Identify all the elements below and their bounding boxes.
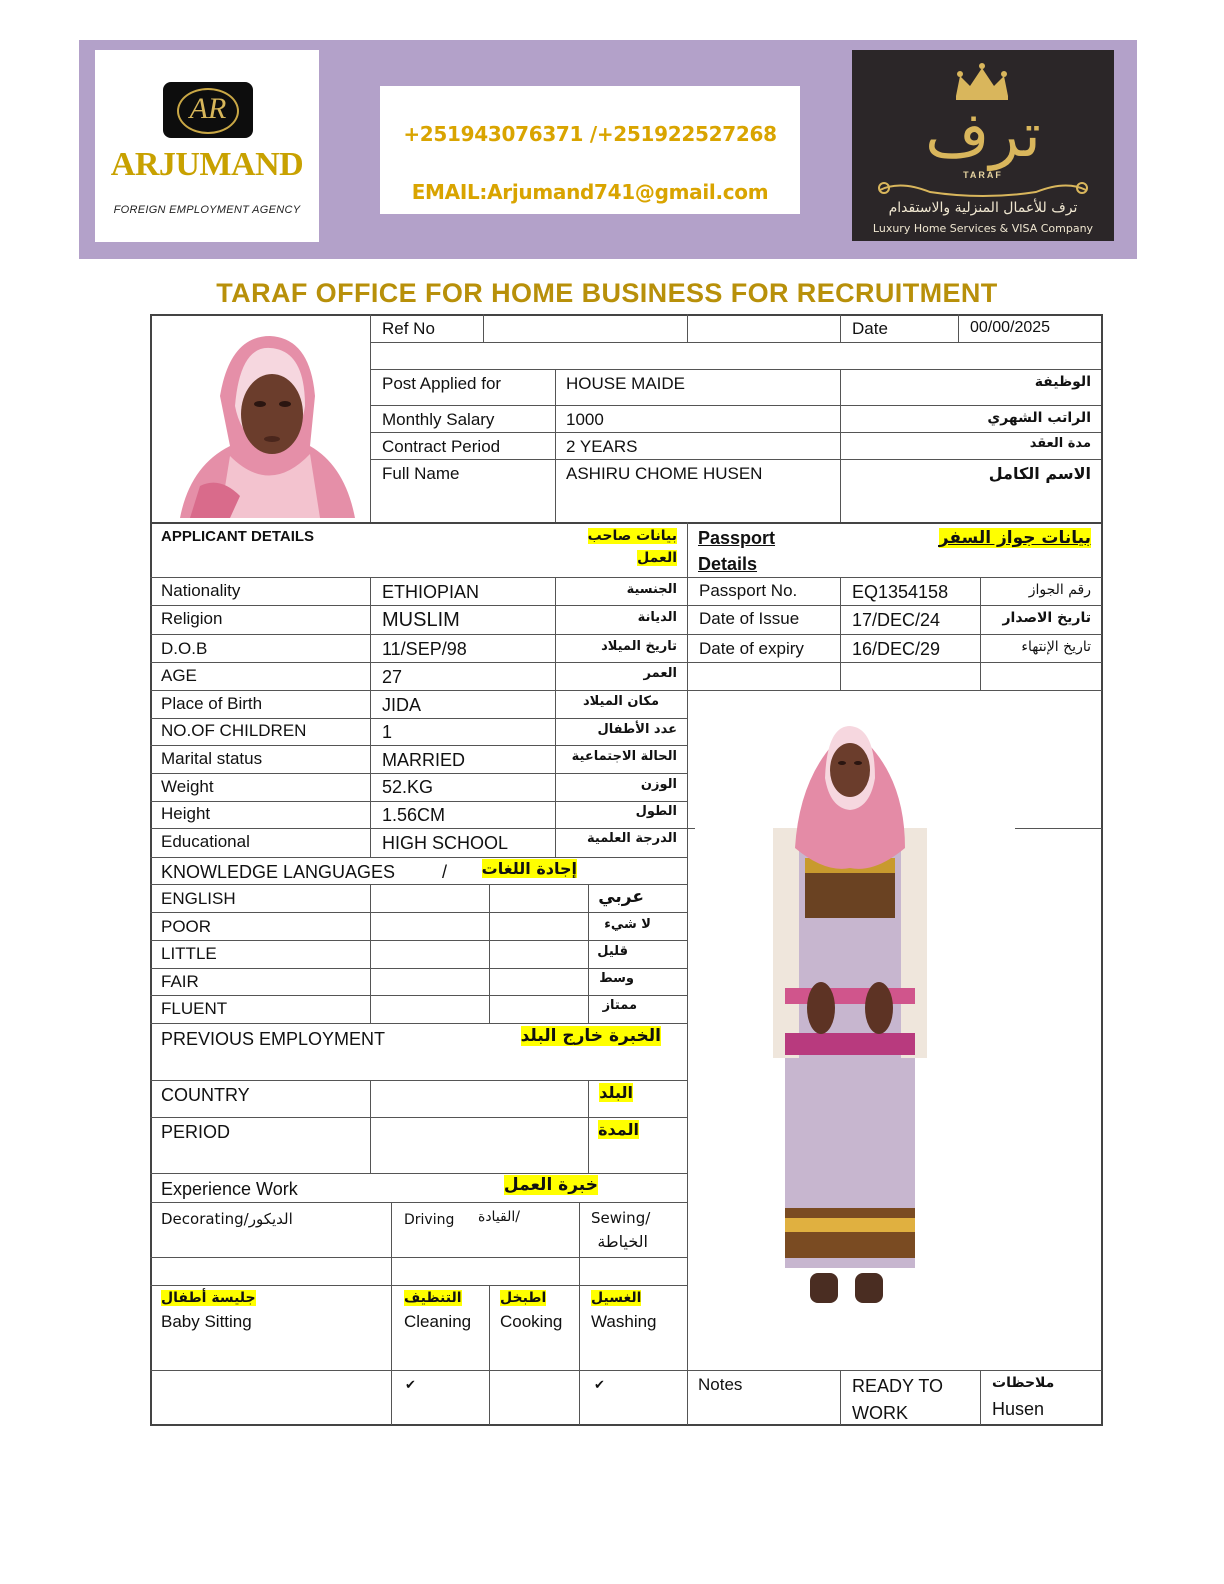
religion-value: MUSLIM [382, 609, 460, 631]
previous-employment-heading: PREVIOUS EMPLOYMENT [161, 1029, 386, 1049]
salary-label: Monthly Salary [382, 410, 495, 429]
language-arabic: عربي [598, 887, 644, 907]
weight-label: Weight [161, 777, 214, 796]
notes-name: Husen [992, 1399, 1045, 1419]
contact-box [380, 86, 800, 214]
issue-date-value: 17/DEC/24 [852, 610, 941, 630]
level-fair: FAIR [161, 972, 199, 991]
religion-label: Religion [161, 609, 223, 628]
weight-value: 52.KG [382, 777, 434, 797]
birthplace-value: JIDA [382, 695, 422, 715]
contract-label: Contract Period [382, 437, 501, 456]
agency-tagline: FOREIGN EMPLOYMENT AGENCY [113, 204, 301, 216]
passport-heading-1: Passport [698, 528, 776, 548]
level-little-ar: قليل [597, 944, 628, 959]
skill-washing: Washing [591, 1312, 657, 1331]
post-label-ar: الوظيفة [1034, 374, 1091, 390]
sewing-label: Sewing/ [591, 1209, 651, 1227]
dob-value: 11/SEP/98 [382, 639, 467, 659]
applicant-heading-ar-2: العمل [637, 550, 677, 566]
level-poor-ar: لا شيء [604, 917, 651, 932]
dob-label-ar: تاريخ الميلاد [601, 639, 677, 654]
languages-slash: / [442, 862, 448, 882]
skill-babysitting-ar: جليسة أطفال [161, 1290, 256, 1306]
fullname-label-ar: الاسم الكامل [988, 464, 1091, 483]
expiry-date-label: Date of expiry [699, 639, 804, 658]
salary-label-ar: الراتب الشهري [987, 410, 1091, 426]
marital-label-ar: الحالة الاجتماعية [571, 749, 677, 764]
applicant-full-body-photo [755, 708, 945, 1320]
salary-value: 1000 [566, 410, 604, 429]
page-title: TARAF OFFICE FOR HOME BUSINESS FOR RECRUITMENT [216, 278, 998, 308]
ar-monogram-logo: AR [163, 82, 253, 138]
arjumand-name: ARJUMAND [110, 146, 304, 183]
country-field[interactable] [372, 1082, 586, 1115]
passport-no-label-ar: رقم الجواز [1028, 582, 1091, 598]
age-value: 27 [382, 667, 403, 687]
driving-label: Driving [404, 1212, 455, 1228]
skill-cooking: Cooking [500, 1312, 563, 1331]
level-poor: POOR [161, 917, 212, 936]
height-label-ar: الطول [635, 804, 677, 819]
contract-label-ar: مدة العقد [1029, 436, 1091, 451]
skill-cooking-ar: اطبخل [500, 1290, 547, 1306]
experience-heading: Experience Work [161, 1179, 298, 1199]
email-address: EMAIL:Arjumand741@gmail.com [411, 180, 769, 204]
issue-date-label-ar: تاريخ الاصدار [1002, 610, 1091, 626]
marital-value: MARRIED [382, 750, 466, 770]
ref-no-label: Ref No [382, 319, 435, 338]
passport-heading-2: Details [698, 554, 758, 574]
height-value: 1.56CM [382, 805, 446, 825]
children-label: NO.OF CHILDREN [161, 721, 307, 740]
age-label: AGE [161, 666, 197, 685]
skill-cleaning-ar: التنظيف [404, 1290, 462, 1306]
decorating-label: Decorating/الديكور [161, 1210, 293, 1228]
skill-cleaning: Cleaning [404, 1312, 472, 1331]
fullname-value: ASHIRU CHOME HUSEN [566, 464, 763, 483]
post-value: HOUSE MAIDE [566, 374, 686, 393]
post-label: Post Applied for [382, 374, 502, 393]
period-label: PERIOD [161, 1122, 231, 1142]
phone-numbers: +251943076371 /+251922527268 [403, 122, 777, 146]
sewing-label-ar: الخياطة [597, 1232, 648, 1251]
applicant-heading-ar-1: بيانات صاحب [587, 528, 677, 544]
passport-heading-ar: بيانات جواز السفر [938, 528, 1091, 548]
experience-heading-ar: خبرة العمل [503, 1175, 598, 1195]
dob-label: D.O.B [161, 639, 208, 658]
education-label: Educational [161, 832, 250, 851]
languages-heading-ar: إجادة اللغات [481, 859, 577, 878]
children-value: 1 [382, 722, 393, 742]
level-fluent: FLUENT [161, 999, 228, 1018]
birthplace-label-ar: مكان الميلاد [582, 694, 659, 709]
weight-label-ar: الوزن [640, 777, 677, 792]
level-fair-ar: وسط [599, 971, 634, 986]
babysitting-checkbox[interactable] [152, 1372, 390, 1423]
birthplace-label: Place of Birth [161, 694, 263, 713]
ref-no-field[interactable] [486, 316, 684, 340]
expiry-date-label-ar: تاريخ الإنتهاء [1021, 639, 1091, 655]
previous-employment-heading-ar: الخبرة خارج البلد [520, 1026, 661, 1046]
religion-label-ar: الديانة [637, 610, 677, 625]
level-little: LITTLE [161, 944, 217, 963]
contract-value: 2 YEARS [566, 437, 638, 456]
nationality-value: ETHIOPIAN [382, 582, 480, 602]
education-label-ar: الدرجة العلمية [587, 831, 677, 846]
applicant-details-heading: APPLICANT DETAILS [161, 528, 315, 545]
date-label: Date [852, 319, 888, 338]
marital-label: Marital status [161, 749, 263, 768]
notes-label-ar: ملاحظات [992, 1375, 1055, 1391]
nationality-label: Nationality [161, 581, 241, 600]
nationality-label-ar: الجنسية [626, 582, 677, 597]
period-field[interactable] [372, 1119, 586, 1171]
cleaning-checkmark-icon[interactable]: ✔ [405, 1378, 416, 1393]
languages-heading: KNOWLEDGE LANGUAGES [161, 862, 396, 882]
fullname-label: Full Name [382, 464, 460, 483]
height-label: Height [161, 804, 211, 823]
notes-value-line-1: READY TO [852, 1376, 944, 1396]
ornament-icon [870, 180, 1096, 200]
level-fluent-ar: ممتاز [602, 998, 637, 1013]
crown-icon [952, 62, 1012, 102]
country-label: COUNTRY [161, 1085, 250, 1105]
notes-label: Notes [698, 1375, 743, 1394]
issue-date-label: Date of Issue [699, 609, 800, 628]
notes-value-line-2: WORK [852, 1403, 908, 1423]
applicant-headshot-photo [160, 326, 360, 518]
washing-checkmark-icon[interactable]: ✔ [594, 1378, 605, 1393]
age-label-ar: العمر [643, 666, 677, 681]
date-value: 00/00/2025 [970, 319, 1051, 336]
taraf-logo: ترف TARAF ترف للأعمال المنزلية والاستقدام Luxury Home Services & VISA Company [852, 50, 1114, 241]
passport-no-value: EQ1354158 [852, 582, 949, 602]
driving-label-ar: /القيادة [477, 1209, 520, 1225]
children-label-ar: عدد الأطفال [597, 722, 677, 737]
passport-no-label: Passport No. [699, 581, 798, 600]
skill-washing-ar: الغسيل [591, 1290, 642, 1306]
education-value: HIGH SCHOOL [382, 833, 509, 853]
country-label-ar: البلد [599, 1083, 633, 1102]
language-english: ENGLISH [161, 889, 236, 908]
period-label-ar: المدة [598, 1120, 639, 1139]
expiry-date-value: 16/DEC/29 [852, 639, 941, 659]
skill-babysitting: Baby Sitting [161, 1312, 252, 1331]
cooking-checkbox[interactable] [491, 1372, 577, 1423]
